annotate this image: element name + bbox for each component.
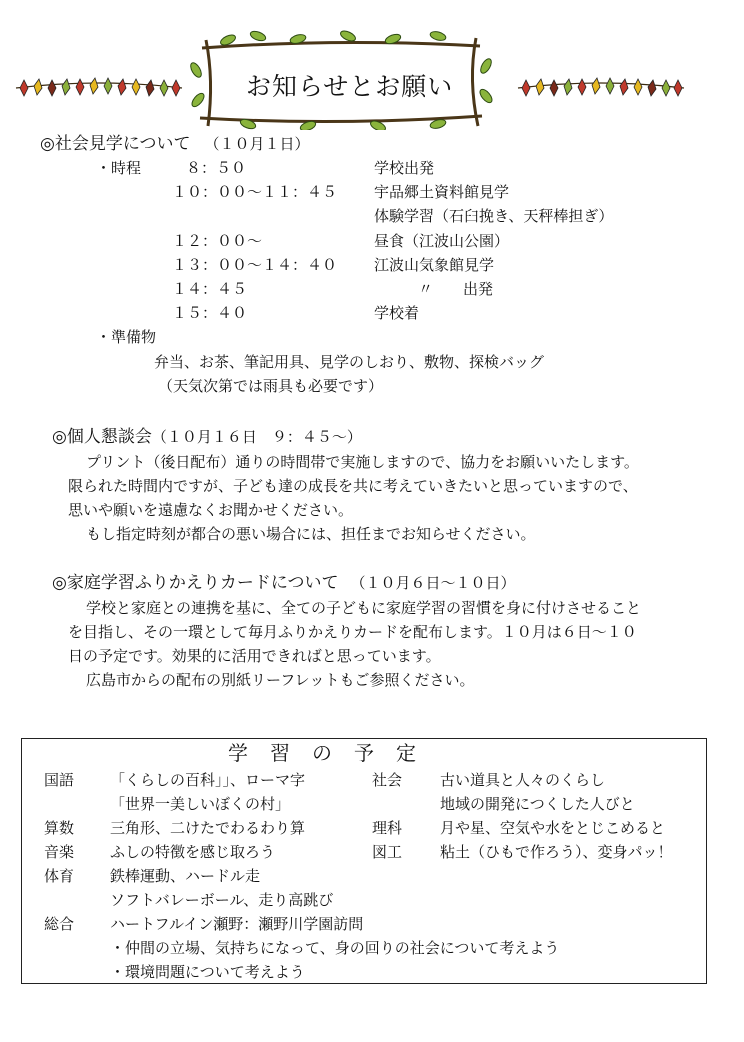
- paragraph-line: 思いや願いを遠慮なくお聞かせください。: [68, 501, 354, 519]
- time-cell: ８：５０: [186, 159, 247, 177]
- trip-date: （１０月１日）: [204, 135, 310, 153]
- items-list: 弁当、お茶、筆記用具、見学のしおり、敷物、探検バッグ: [154, 353, 545, 371]
- event-cell: 学校出発: [374, 159, 435, 177]
- time-cell: １４：４５: [172, 280, 248, 298]
- interview-heading: ◎個人懇談会: [52, 427, 152, 447]
- interview-date: （１０月１６日 ９：４５～）: [151, 428, 362, 446]
- time-cell: １３：００～１４：４０: [172, 256, 338, 274]
- time-cell: １２：００～: [172, 232, 263, 250]
- subject-text: ソフトバレーボール、走り高跳び: [110, 891, 334, 909]
- subject-label: 図工: [372, 843, 403, 861]
- subject-text: 鉄棒運動、ハードル走: [110, 867, 261, 885]
- event-cell: 体験学習（石臼挽き、天秤棒担ぎ）: [374, 207, 614, 225]
- event-cell: 宇品郷土資料館見学: [374, 183, 510, 201]
- subject-text: 三角形、二けたでわるわり算: [110, 819, 306, 837]
- subject-label: 国語: [44, 771, 75, 789]
- page-title: お知らせとお願い: [246, 72, 454, 101]
- subject-text: 粘土（ひもで作ろう）、変身パッ！: [440, 843, 673, 861]
- interview-section: [52, 426, 362, 448]
- subject-label: 社会: [372, 771, 403, 789]
- paragraph-line: 日の予定です。効果的に活用できればと思っています。: [68, 647, 441, 665]
- subject-label: 算数: [44, 819, 75, 837]
- event-cell: 昼食（江波山公園）: [374, 232, 510, 250]
- subject-text: 「世界一美しいぼくの村」: [110, 795, 291, 813]
- bullet-item: ・環境問題について考えよう: [110, 963, 305, 981]
- subject-label: 総合: [44, 915, 75, 933]
- bullet-item: ・仲間の立場、気持ちになって、身の回りの社会について考えよう: [110, 939, 560, 957]
- trip-section: [40, 133, 310, 155]
- paragraph-line: を目指し、その一環として毎月ふりかえりカードを配布します。１０月は６日～１０: [68, 623, 637, 641]
- time-cell: １５：４０: [172, 304, 248, 322]
- subject-label: 理科: [372, 819, 403, 837]
- paragraph-line: プリント（後日配布）通りの時間帯で実施しますので、協力をお願いいたします。: [86, 453, 639, 471]
- schedule-title: 学 習 の 予 定: [228, 741, 417, 765]
- subject-label: 音楽: [44, 843, 75, 861]
- event-cell: 江波山気象館見学: [374, 256, 495, 274]
- card-section: [52, 572, 516, 594]
- time-cell: １０：００～１１：４５: [172, 183, 338, 201]
- subject-text: 「くらしの百科」」、ローマ字: [110, 771, 306, 789]
- paragraph-line: もし指定時刻が都合の悪い場合には、担任までお知らせください。: [86, 525, 536, 543]
- paragraph-line: 広島市からの配布の別紙リーフレットもご参照ください。: [86, 671, 475, 689]
- event-cell: 〃 出発: [418, 280, 494, 298]
- leaf-garland-left: [14, 74, 184, 102]
- subject-text: ふしの特徴を感じ取ろう: [110, 843, 276, 861]
- card-date: （１０月６日～１０日）: [350, 574, 516, 592]
- paragraph-line: 学校と家庭との連携を基に、全ての子どもに家庭学習の習慣を身に付けさせること: [86, 599, 642, 617]
- subject-text: 古い道具と人々のくらし: [440, 771, 606, 789]
- schedule-label: ・時程: [96, 159, 142, 177]
- event-cell: 学校着: [374, 304, 420, 322]
- subject-text: 地域の開発につくした人びと: [440, 795, 635, 813]
- card-heading: ◎家庭学習ふりかえりカードについて: [52, 573, 339, 593]
- items-label: ・準備物: [96, 328, 157, 346]
- trip-heading: ◎社会見学について: [40, 134, 191, 154]
- leaf-garland-right: [516, 74, 686, 102]
- paragraph-line: 限られた時間内ですが、子ども達の成長を共に考えていきたいと思っていますので、: [68, 477, 638, 495]
- subject-label: 体育: [44, 867, 75, 885]
- subject-text: 月や星、空気や水をとじこめると: [440, 819, 666, 837]
- subject-text: ハートフルイン瀬野：瀬野川学園訪問: [110, 915, 364, 933]
- items-note: （天気次第では雨具も必要です）: [158, 377, 384, 395]
